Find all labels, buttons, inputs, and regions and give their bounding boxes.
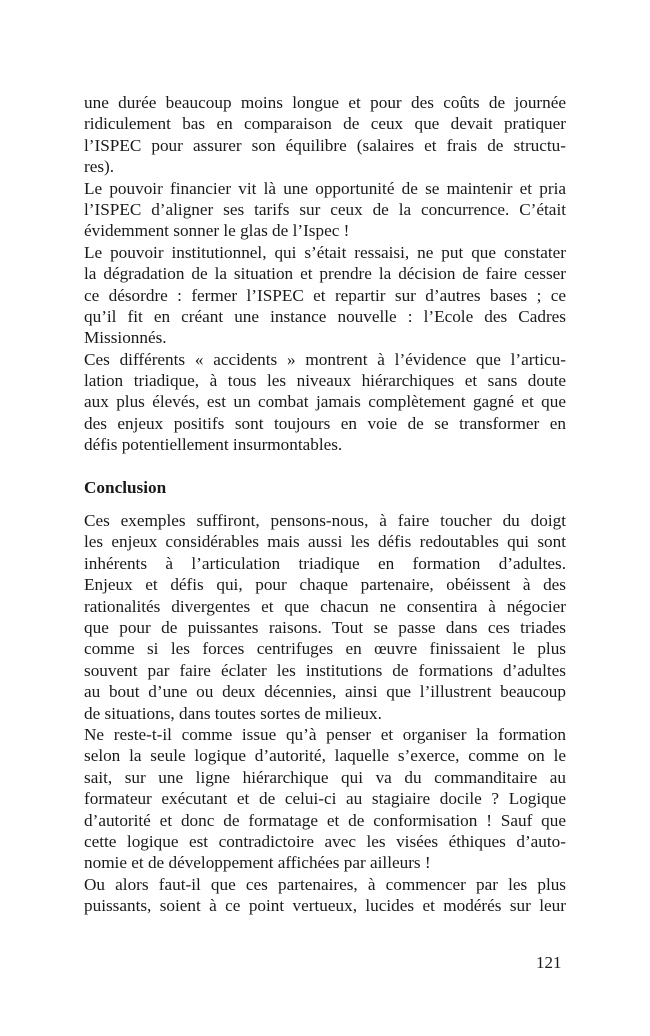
text-line: l’ISPEC d’aligner ses tarifs sur ceux de la concurrence. C’était: [84, 199, 566, 219]
text-line: selon la seule logique d’autorité, laquelle s’exerce, comme on le: [84, 746, 566, 766]
text-line: sait, sur une ligne hiérarchique qui va du commanditaire au: [84, 767, 566, 787]
paragraph: [84, 874, 566, 917]
text-line: lation triadique, à tous les niveaux hiérarchiques et sans doute: [84, 371, 566, 391]
text-line: des enjeux positifs sont toujours en voie de se transformer en: [84, 413, 566, 433]
text-line: Ou alors faut-il que ces partenaires, à commencer par les plus: [84, 874, 566, 894]
text-line: l’ISPEC pour assurer son équilibre (salaires et frais de structu-: [84, 135, 566, 155]
text-line: souvent par faire éclater les institutions de formations d’adultes: [84, 660, 566, 680]
text-line: Le pouvoir financier vit là une opportunité de se maintenir et pria: [84, 178, 566, 198]
text-line: défis potentiellement insurmontables.: [84, 435, 343, 455]
paragraph: [84, 92, 566, 178]
text-line: Ces différents « accidents » montrent à l’évidence que l’articu-: [84, 349, 566, 369]
paragraphs-after: [84, 510, 566, 916]
text-line: la dégradation de la situation et prendre la décision de faire cesser: [84, 264, 566, 284]
paragraph: [84, 724, 566, 874]
text-line: inhérents à l’articulation triadique en formation d’adultes.: [84, 553, 566, 573]
text-line: qu’il fit en créant une instance nouvelle : l’Ecole des Cadres: [84, 306, 566, 326]
paragraph: [84, 349, 566, 456]
text-line: Enjeux et défis qui, pour chaque partenaire, obéissent à des: [84, 575, 566, 595]
text-line: ce désordre : fermer l’ISPEC et repartir sur d’autres bases ; ce: [84, 285, 566, 305]
text-line: formateur exécutant et de celui-ci au stagiaire docile ? Logique: [84, 789, 566, 809]
text-line: res).: [84, 157, 115, 177]
text-line: de situations, dans toutes sortes de milieux.: [84, 703, 382, 723]
text-line: évidemment sonner le glas de l’Ispec !: [84, 221, 350, 241]
text-line: rationalités divergentes et que chacun ne consentira à négocier: [84, 596, 566, 616]
section-heading: Conclusion: [84, 477, 167, 497]
text-line: une durée beaucoup moins longue et pour des coûts de journée: [84, 93, 566, 112]
paragraph: [84, 242, 566, 349]
text-line: d’autorité et donc de formatage et de conformisation ! Sauf que: [84, 810, 566, 830]
text-line: que pour de puissantes raisons. Tout se passe dans ces triades: [84, 618, 566, 637]
paragraph: [84, 510, 566, 724]
text-line: puissants, soient à ce point vertueux, lucides et modérés sur leur: [84, 896, 566, 916]
text-line: Ces exemples suffiront, pensons-nous, à faire toucher du doigt: [84, 511, 566, 531]
paragraph: [84, 178, 566, 242]
text-line: Ne reste-t-il comme issue qu’à penser et organiser la formation: [84, 724, 566, 744]
text-line: cette logique est contradictoire avec les visées éthiques d’auto-: [84, 831, 566, 851]
text-line: les enjeux considérables mais aussi les défis redoutables qui sont: [84, 532, 566, 552]
page-body: [84, 92, 566, 916]
text-line: au bout d’une ou deux décennies, ainsi que l’illustrent beaucoup: [84, 682, 566, 702]
text-line: nomie et de développement affichées par ailleurs !: [84, 853, 431, 873]
text-line: Le pouvoir institutionnel, qui s’était ressaisi, ne put que constater: [84, 242, 566, 262]
text-line: comme si les forces centrifuges en œuvre finissaient le plus: [84, 639, 566, 659]
text-line: aux plus élevés, est un combat jamais complètement gagné et que: [84, 392, 566, 412]
paragraphs-before: [84, 92, 566, 456]
text-line: Missionnés.: [84, 328, 167, 348]
page-number: 121: [536, 953, 562, 972]
text-line: ridiculement bas en comparaison de ceux que devait pratiquer: [84, 114, 566, 134]
